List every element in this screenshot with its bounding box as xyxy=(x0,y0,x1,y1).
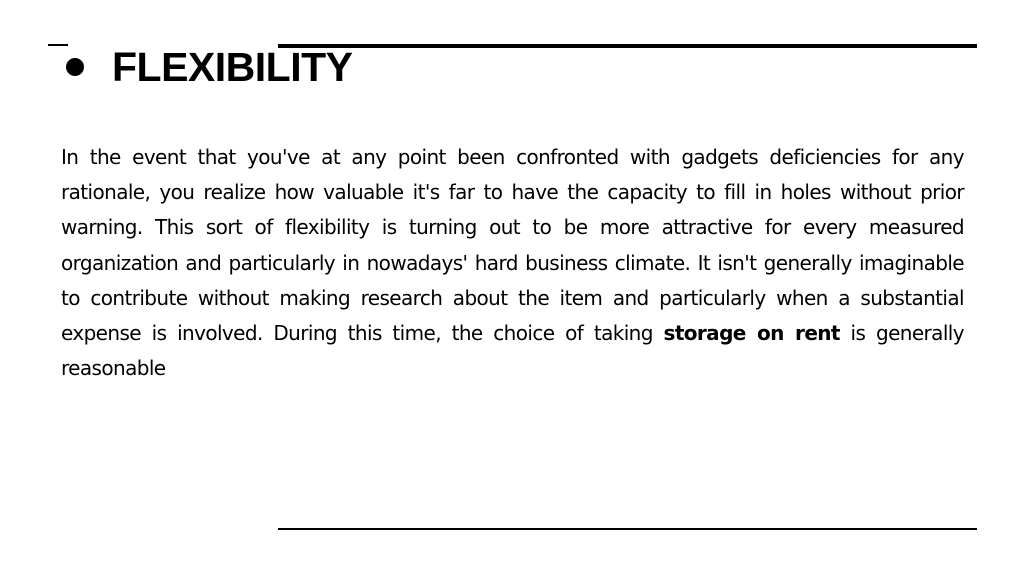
bottom-rule xyxy=(278,528,977,530)
paragraph-text-before: In the event that you've at any point been confronted with gadgets deficiencies for any rationale, you realize how valuable it's far to have the capacity to fill in holes without prior warning. This sort of flexibility is turning out to be more attractive for every measured organization and particularly in nowadays' hard business climate. It isn't generally imaginable to contribute without making research about the item and particularly when a substantial expense is involved. During this time, the choice of taking xyxy=(61,145,964,346)
bullet-icon xyxy=(66,58,84,76)
paragraph-bold-link-text: storage on rent xyxy=(663,321,840,346)
dash-decoration xyxy=(48,44,68,46)
body-paragraph xyxy=(61,140,964,386)
top-rule xyxy=(278,44,977,48)
paragraph-text-after: is generally reasonable xyxy=(61,321,964,381)
slide-heading xyxy=(66,44,353,90)
heading-title: FLEXIBILITY xyxy=(112,44,353,90)
